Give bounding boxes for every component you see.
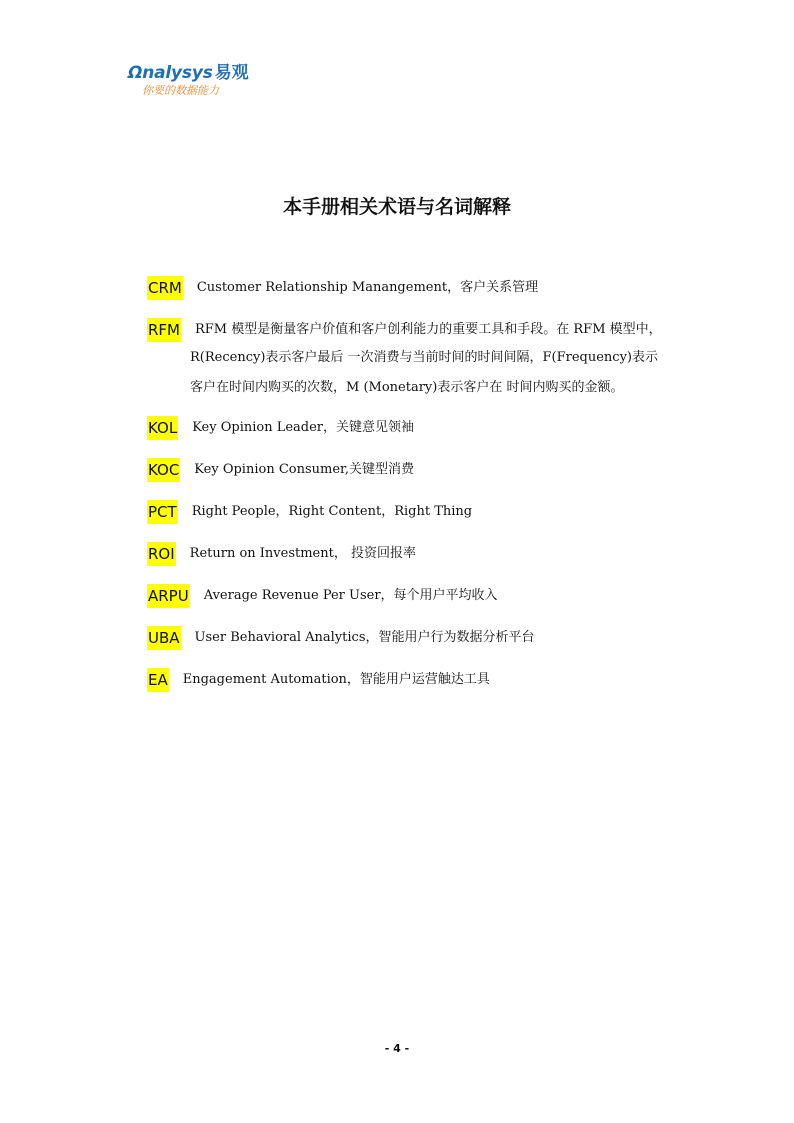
logo-wordmark: Ωnalysys — [128, 63, 213, 83]
glossary-item — [147, 318, 707, 402]
glossary-item — [147, 584, 707, 608]
term-abbreviation: EA — [147, 668, 169, 692]
term-definition: User Behavioral Analytics，智能用户行为数据分析平台 — [194, 630, 535, 645]
glossary-item — [147, 416, 707, 440]
term-definition: RFM 模型是衡量客户价值和客户创利能力的重要工具和手段。在 RFM 模型中， — [195, 322, 662, 337]
term-abbreviation: KOL — [147, 416, 178, 440]
term-definition: Right People，Right Content，Right Thing — [191, 504, 473, 519]
term-abbreviation: UBA — [147, 626, 181, 650]
glossary-item — [147, 500, 707, 524]
page-number: - 4 - — [384, 1042, 410, 1055]
term-definition: Average Revenue Per User，每个用户平均收入 — [203, 588, 498, 603]
page-title: 本手册相关术语与名词解释 — [282, 196, 511, 218]
term-definition: Return on Investment， 投资回报率 — [189, 546, 416, 561]
term-definition: Customer Relationship Manangement，客户关系管理 — [196, 280, 539, 295]
brand-logo — [128, 58, 268, 102]
glossary-item — [147, 276, 707, 300]
logo-chinese-name: 易观 — [214, 63, 249, 83]
term-definition: Key Opinion Leader，关键意见领袖 — [192, 420, 415, 435]
term-abbreviation: ROI — [147, 542, 176, 566]
term-definition: Engagement Automation，智能用户运营触达工具 — [182, 672, 490, 687]
glossary-item — [147, 626, 707, 650]
term-definition-continued: 客户在时间内购买的次数，M (Monetary)表示客户在 时间内购买的金额。 — [190, 380, 624, 395]
term-abbreviation: PCT — [147, 500, 178, 524]
term-abbreviation: RFM — [147, 318, 181, 342]
term-abbreviation: KOC — [147, 458, 180, 482]
glossary-item — [147, 668, 707, 692]
glossary-item-header — [147, 318, 707, 342]
term-definition: Key Opinion Consumer,关键型消费 — [194, 462, 414, 477]
glossary-list — [147, 276, 707, 710]
logo-tagline: 你要的数据能力 — [142, 84, 219, 97]
term-abbreviation: ARPU — [147, 584, 190, 608]
glossary-item — [147, 542, 707, 566]
term-definition-continued: R(Recency)表示客户最后 一次消费与当前时间的时间间隔，F(Frequency)表示 — [190, 350, 658, 365]
glossary-item — [147, 458, 707, 482]
term-abbreviation: CRM — [147, 276, 183, 300]
